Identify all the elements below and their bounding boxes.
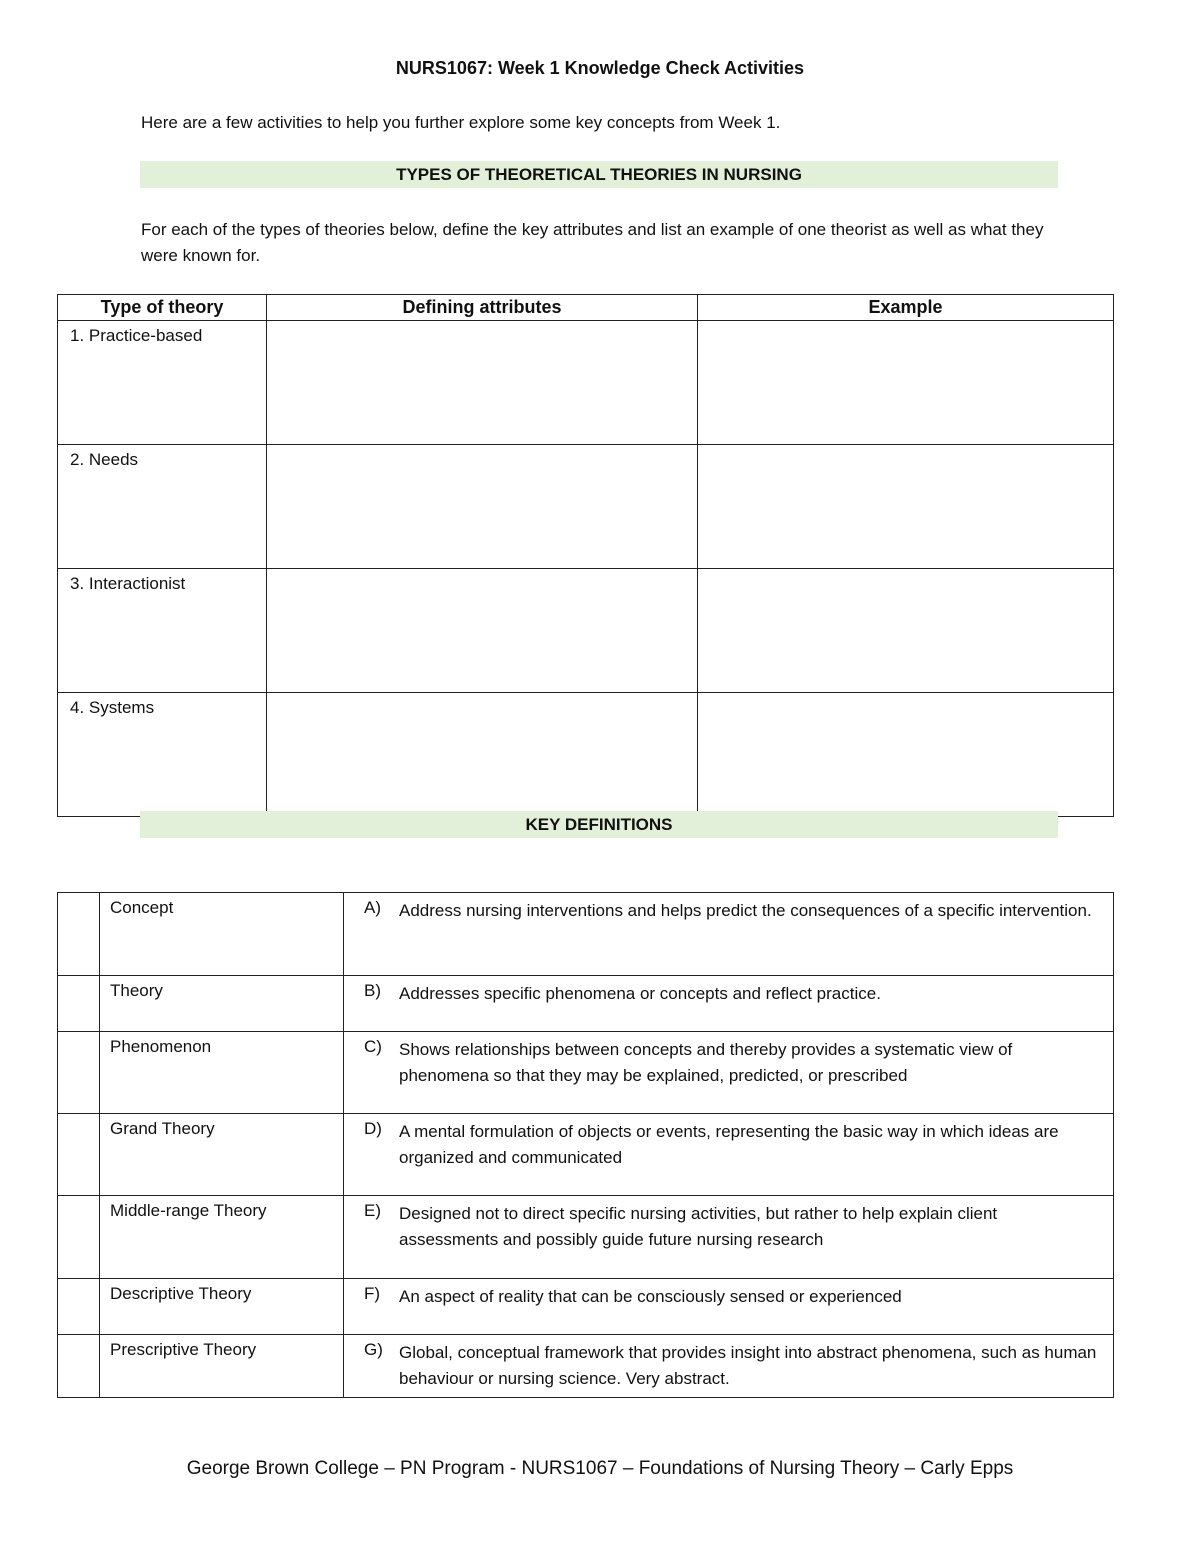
answer-input-cell[interactable]	[58, 976, 100, 1032]
definition-letter: F)	[364, 1284, 381, 1303]
example-input-cell[interactable]	[698, 321, 1114, 445]
table-row	[58, 693, 1114, 817]
term-cell: Prescriptive Theory	[100, 1335, 344, 1398]
theory-type-cell: 1. Practice-based	[58, 321, 267, 445]
attributes-input-cell[interactable]	[267, 569, 698, 693]
definition-letter: D)	[364, 1119, 382, 1138]
table-row	[58, 1335, 1114, 1398]
term-cell: Descriptive Theory	[100, 1279, 344, 1335]
term-cell: Concept	[100, 893, 344, 976]
section-heading-theories: TYPES OF THEORETICAL THEORIES IN NURSING	[140, 161, 1058, 188]
table-row	[58, 893, 1114, 976]
table-row	[58, 1032, 1114, 1114]
term-cell: Middle-range Theory	[100, 1196, 344, 1279]
definition-letter: B)	[364, 981, 381, 1000]
definition-text: A mental formulation of objects or events, representing the basic way in which ideas are organized and communicated	[399, 1122, 1059, 1167]
answer-input-cell[interactable]	[58, 1279, 100, 1335]
table-row	[58, 1196, 1114, 1279]
definition-text: Addresses specific phenomena or concepts and reflect practice.	[399, 984, 881, 1003]
table-row	[58, 976, 1114, 1032]
definition-letter: E)	[364, 1201, 381, 1220]
definition-text: Address nursing interventions and helps predict the consequences of a specific intervention.	[399, 901, 1092, 920]
section-heading-definitions: KEY DEFINITIONS	[140, 811, 1058, 838]
definition-text: Global, conceptual framework that provides insight into abstract phenomena, such as human behaviour or nursing science. Very abstract.	[399, 1343, 1097, 1388]
answer-input-cell[interactable]	[58, 1196, 100, 1279]
term-cell: Phenomenon	[100, 1032, 344, 1114]
definition-cell	[344, 976, 1114, 1032]
column-header-example: Example	[698, 295, 1114, 321]
table-row	[58, 445, 1114, 569]
answer-input-cell[interactable]	[58, 1032, 100, 1114]
intro-text: Here are a few activities to help you further explore some key concepts from Week 1.	[141, 113, 781, 132]
definitions-matching-table	[57, 892, 1114, 1398]
definition-letter: C)	[364, 1037, 382, 1056]
document-title: NURS1067: Week 1 Knowledge Check Activities	[395, 58, 805, 78]
definition-cell	[344, 1335, 1114, 1398]
table-row	[58, 321, 1114, 445]
attributes-input-cell[interactable]	[267, 693, 698, 817]
answer-input-cell[interactable]	[58, 1114, 100, 1196]
page-footer: George Brown College – PN Program - NURS1067 – Foundations of Nursing Theory – Carly Epps	[186, 1458, 1014, 1479]
definition-cell	[344, 893, 1114, 976]
definition-cell	[344, 1114, 1114, 1196]
term-cell: Grand Theory	[100, 1114, 344, 1196]
definition-letter: A)	[364, 898, 381, 917]
example-input-cell[interactable]	[698, 445, 1114, 569]
attributes-input-cell[interactable]	[267, 321, 698, 445]
answer-input-cell[interactable]	[58, 893, 100, 976]
section-instructions: For each of the types of theories below, define the key attributes and list an example of one theorist as well as what they were known for.	[141, 220, 1044, 265]
definition-cell	[344, 1032, 1114, 1114]
table-row	[58, 1279, 1114, 1335]
answer-input-cell[interactable]	[58, 1335, 100, 1398]
definition-text: An aspect of reality that can be consciously sensed or experienced	[399, 1287, 902, 1306]
column-header-type: Type of theory	[58, 295, 267, 321]
theory-type-cell: 4. Systems	[58, 693, 267, 817]
definition-text: Designed not to direct specific nursing activities, but rather to help explain client assessments and possibly guide future nursing research	[399, 1204, 998, 1249]
definition-cell	[344, 1196, 1114, 1279]
theory-type-cell: 2. Needs	[58, 445, 267, 569]
example-input-cell[interactable]	[698, 569, 1114, 693]
column-header-attributes: Defining attributes	[267, 295, 698, 321]
definition-letter: G)	[364, 1340, 383, 1359]
table-row	[58, 569, 1114, 693]
theory-type-cell: 3. Interactionist	[58, 569, 267, 693]
definition-cell	[344, 1279, 1114, 1335]
table-row	[58, 1114, 1114, 1196]
table-header-row	[58, 295, 1114, 321]
theory-types-table	[57, 294, 1114, 817]
definition-text: Shows relationships between concepts and thereby provides a systematic view of phenomena so that they may be explained, predicted, or prescribed	[399, 1040, 1013, 1085]
attributes-input-cell[interactable]	[267, 445, 698, 569]
example-input-cell[interactable]	[698, 693, 1114, 817]
term-cell: Theory	[100, 976, 344, 1032]
